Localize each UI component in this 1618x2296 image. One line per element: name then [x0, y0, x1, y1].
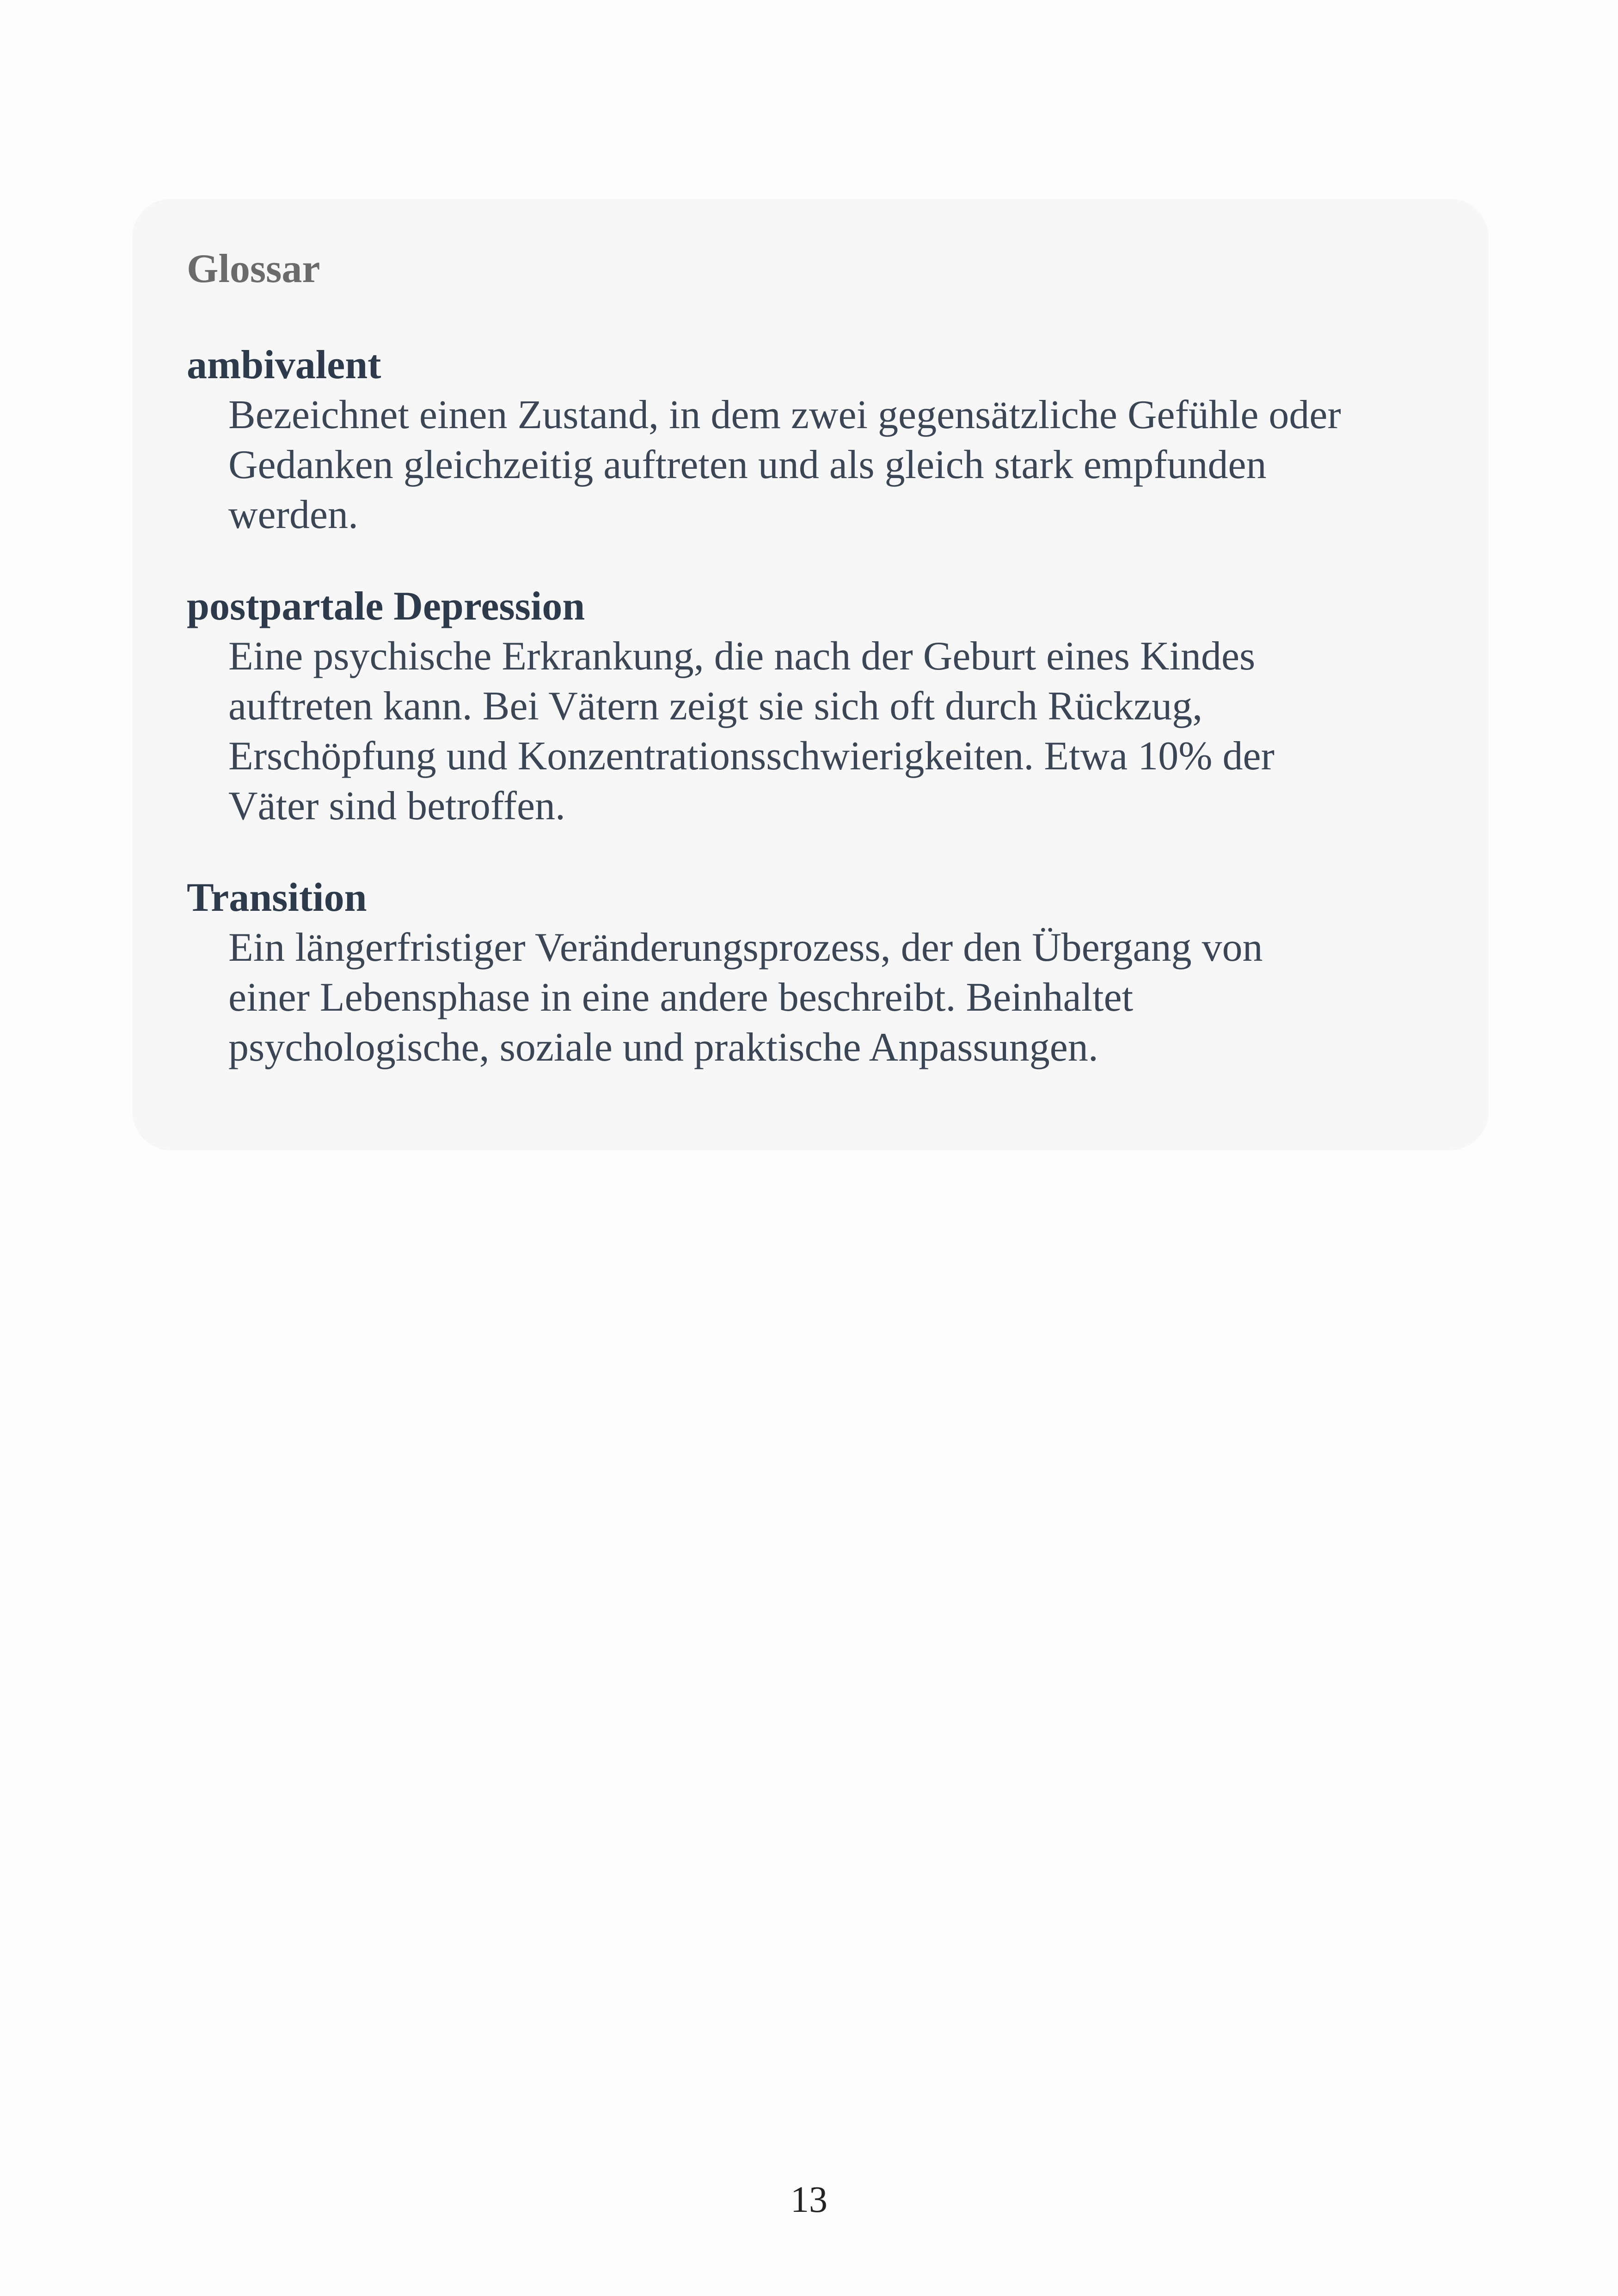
definition-line: Ein längerfristiger Veränderungsprozess, der den Übergang von: [228, 925, 1263, 970]
definition-line: psychologische, soziale und praktische Anpassungen.: [228, 1025, 1098, 1070]
glossary-entry-postpartale-depression: [187, 582, 1434, 831]
glossary-definition: [187, 923, 1434, 1073]
definition-line: auftreten kann. Bei Vätern zeigt sie sich oft durch Rückzug,: [228, 684, 1203, 729]
definition-line: Eine psychische Erkrankung, die nach der Geburt eines Kindes: [228, 634, 1256, 679]
glossary-title: Glossar: [187, 246, 320, 291]
definition-line: Bezeichnet einen Zustand, in dem zwei gegensätzliche Gefühle oder: [228, 393, 1341, 437]
glossary-entry-ambivalent: [187, 340, 1434, 540]
glossary-entries: [187, 340, 1434, 1073]
glossary-term: Transition: [187, 875, 367, 920]
definition-line: Väter sind betroffen.: [228, 784, 566, 829]
glossary-definition: [187, 390, 1434, 540]
glossary-definition: [187, 632, 1434, 831]
glossary-box: [132, 199, 1489, 1150]
definition-line: Erschöpfung und Konzentrationsschwierigkeiten. Etwa 10% der: [228, 734, 1275, 779]
page-number: 13: [791, 2179, 827, 2220]
glossary-term: postpartale Depression: [187, 584, 585, 629]
glossary-term: ambivalent: [187, 343, 381, 387]
definition-line: werden.: [228, 492, 358, 537]
glossary-entry-transition: [187, 873, 1434, 1073]
definition-line: einer Lebensphase in eine andere beschreibt. Beinhaltet: [228, 975, 1134, 1020]
definition-line: Gedanken gleichzeitig auftreten und als gleich stark empfunden: [228, 442, 1267, 487]
